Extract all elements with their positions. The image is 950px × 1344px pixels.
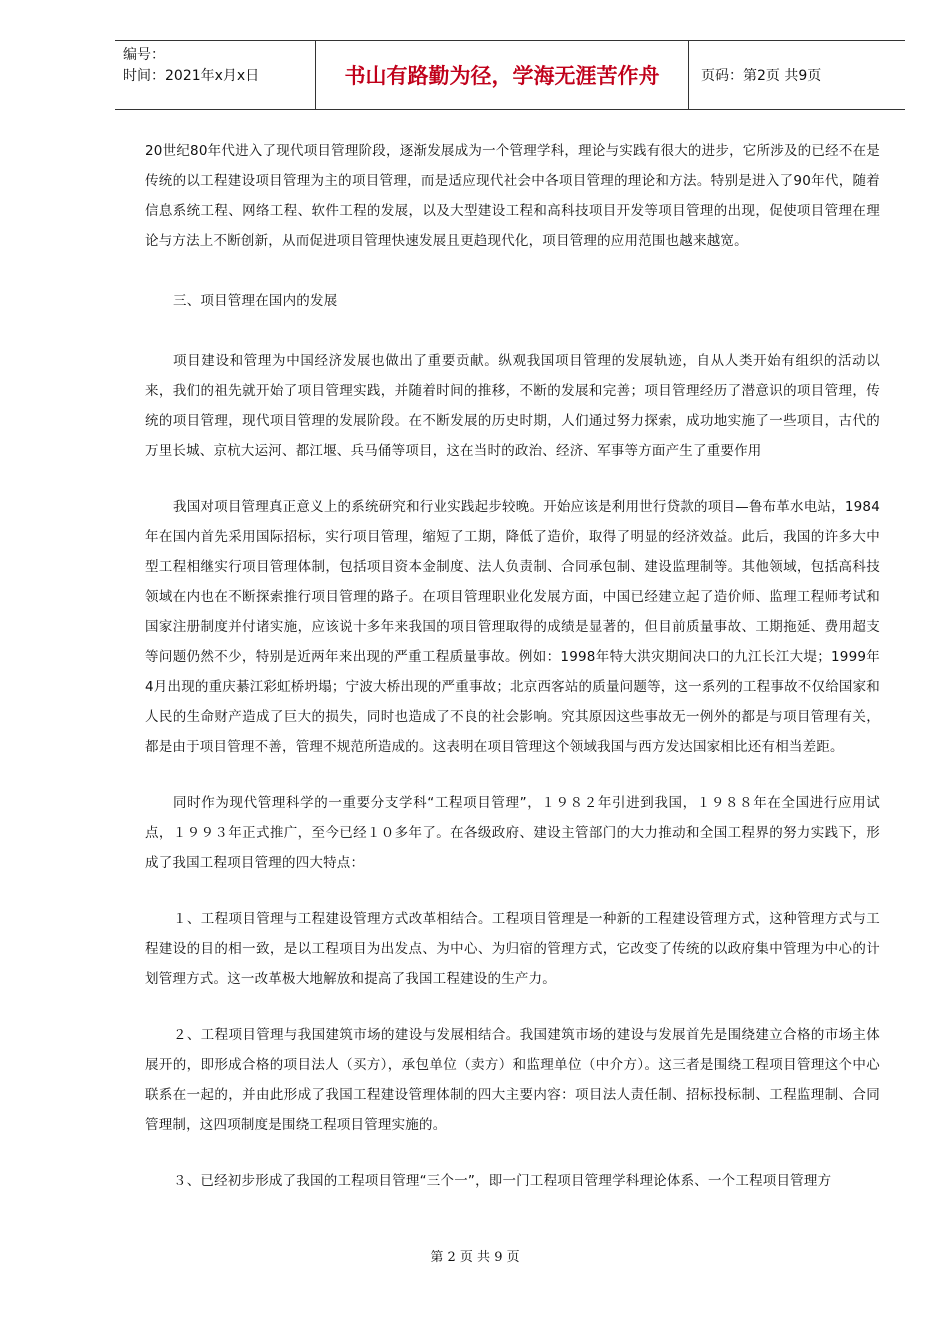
header-page-info: 页码：第2页 共9页: [701, 68, 822, 84]
paragraph-feature-1: １、工程项目管理与工程建设管理方式改革相结合。工程项目管理是一种新的工程建设管理方式，这种管理方式与工程建设的目的相一致，是以工程项目为出发点、为中心、为归宿的管理方式，它改变了传统的以政府集中管理为中心的计划管理方式。这一改革极大地解放和提高了我国工程建设的生产力。: [145, 911, 880, 987]
document-body: [145, 136, 880, 1196]
paragraph-engineering-pm: 同时作为现代管理科学的一重要分支学科“工程项目管理”，１９８２年引进到我国，１９８８年在全国进行应用试点，１９９３年正式推广，至今已经１０多年了。在各级政府、建设主管部门的大力推动和全国工程界的努力实践下，形成了我国工程项目管理的四大特点：: [145, 795, 880, 871]
header-meta: [115, 41, 315, 109]
page-header: [115, 40, 905, 110]
time-label: 时间：2021年x月x日: [123, 68, 260, 84]
page-number: 第 2 页 共 9 页: [430, 1250, 520, 1265]
header-motto: 书山有路勤为径，学海无涯苦作舟: [315, 41, 689, 109]
section-heading: 三、项目管理在国内的发展: [173, 293, 338, 309]
paragraph-systematic-research: 我国对项目管理真正意义上的系统研究和行业实践起步较晚。开始应该是利用世行贷款的项目—鲁布革水电站，1984年在国内首先采用国际招标，实行项目管理，缩短了工期，降低了造价，取得了明显的经济效益。此后，我国的许多大中型工程相继实行项目管理体制，包括项目资本金制度、法人负责制、合同承包制、建设监理制等。其他领域，包括高科技领域在内也在不断探索推行项目管理的路子。在项目管理职业化发展方面，中国已经建立起了造价师、监理工程师考试和国家注册制度并付诸实施，应该说十多年来我国的项目管理取得的成绩是显著的，但目前质量事故、工期拖延、费用超支等问题仍然不少，特别是近两年来出现的严重工程质量事故。例如：1998年特大洪灾期间决口的九江长江大堤；1999年4月出现的重庆綦江彩虹桥坍塌；宁波大桥出现的严重事故；北京西客站的质量问题等，这一系列的工程事故不仅给国家和人民的生命财产造成了巨大的损失，同时也造成了不良的社会影响。究其原因这些事故无一例外的都是与项目管理有关，都是由于项目管理不善，管理不规范所造成的。这表明在项目管理这个领域我国与西方发达国家相比还有相当差距。: [145, 499, 880, 755]
paragraph-feature-3: ３、已经初步形成了我国的工程项目管理“三个一”，即一门工程项目管理学科理论体系、一个工程项目管理方: [173, 1173, 832, 1189]
serial-number-label: 编号：: [123, 47, 165, 63]
page-footer: [0, 1246, 950, 1265]
paragraph-feature-2: ２、工程项目管理与我国建筑市场的建设与发展相结合。我国建筑市场的建设与发展首先是围绕建立合格的市场主体展开的，即形成合格的项目法人（买方），承包单位（卖方）和监理单位（中介方）。这三者是围绕工程项目管理这个中心联系在一起的，并由此形成了我国工程建设管理体制的四大主要内容：项目法人责任制、招标投标制、工程监理制、合同管理制，这四项制度是围绕工程项目管理实施的。: [145, 1027, 880, 1133]
paragraph-domestic-history: 项目建设和管理为中国经济发展也做出了重要贡献。纵观我国项目管理的发展轨迹，自从人类开始有组织的活动以来，我们的祖先就开始了项目管理实践，并随着时间的推移，不断的发展和完善；项目管理经历了潜意识的项目管理，传统的项目管理，现代项目管理的发展阶段。在不断发展的历史时期，人们通过努力探索，成功地实施了一些项目，古代的万里长城、京杭大运河、都江堰、兵马俑等项目，这在当时的政治、经济、军事等方面产生了重要作用: [145, 353, 880, 459]
paragraph-modern-pm: 20世纪80年代进入了现代项目管理阶段，逐渐发展成为一个管理学科，理论与实践有很大的进步，它所涉及的已经不在是传统的以工程建设项目管理为主的项目管理，而是适应现代社会中各项目管理的理论和方法。特别是进入了90年代，随着信息系统工程、网络工程、软件工程的发展，以及大型建设工程和高科技项目开发等项目管理的出现，促使项目管理在理论与方法上不断创新，从而促进项目管理快速发展且更趋现代化，项目管理的应用范围也越来越宽。: [145, 143, 880, 249]
